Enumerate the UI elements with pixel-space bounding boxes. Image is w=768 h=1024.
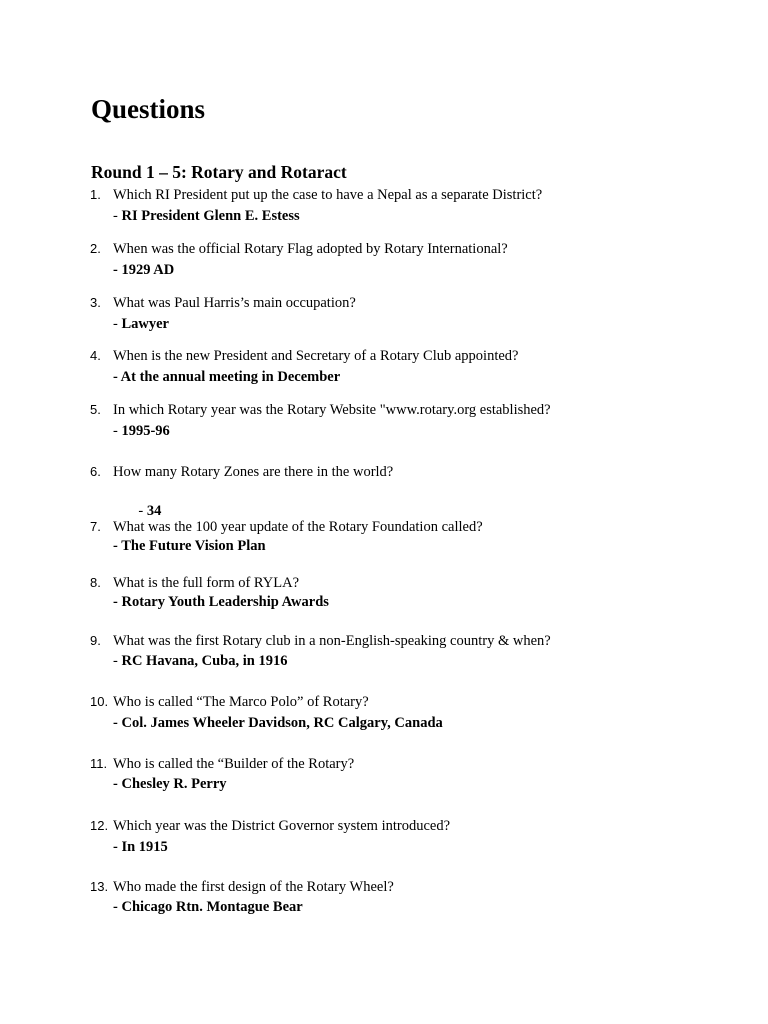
answer-text: Lawyer — [121, 316, 169, 332]
question-number: 6. — [90, 464, 101, 479]
question-text: What is the full form of RYLA? — [113, 575, 300, 591]
question-number: 3. — [90, 295, 101, 310]
answer-line — [113, 260, 174, 280]
question-text: What was the 100 year update of the Rotary Foundation called? — [113, 519, 483, 535]
answer-line — [113, 421, 170, 441]
answer-text: At the annual meeting in December — [120, 369, 341, 385]
question-number: 10. — [90, 694, 109, 709]
answer-text: 1929 AD — [121, 262, 175, 278]
question-text: Who is called “The Marco Polo” of Rotary? — [113, 694, 369, 710]
answer-dash: - — [113, 715, 122, 731]
question-number: 2. — [90, 241, 101, 256]
answer-text: RC Havana, Cuba, in 1916 — [121, 653, 288, 669]
answer-line — [113, 837, 168, 857]
answer-dash: - — [113, 594, 122, 610]
question-number: 5. — [90, 402, 101, 417]
answer-dash: - — [113, 899, 122, 915]
answer-text: Col. James Wheeler Davidson, RC Calgary, Canada — [121, 715, 443, 731]
question-text: When was the official Rotary Flag adopted by Rotary International? — [113, 241, 508, 257]
answer-line — [113, 651, 287, 671]
answer-dash: - — [113, 316, 122, 332]
answer-text: RI President Glenn E. Estess — [121, 208, 300, 224]
answer-line — [113, 713, 443, 733]
answer-dash: - — [113, 776, 122, 792]
answer-text: The Future Vision Plan — [121, 538, 266, 554]
question-number: 7. — [90, 519, 101, 534]
answer-text: Chicago Rtn. Montague Bear — [121, 899, 303, 915]
answer-line — [113, 774, 227, 794]
round-heading: Round 1 – 5: Rotary and Rotaract — [91, 162, 347, 182]
answer-text: 34 — [146, 503, 162, 519]
question-text: What was the first Rotary club in a non-English-speaking country & when? — [113, 633, 551, 649]
answer-dash: - — [113, 262, 122, 278]
question-number: 13. — [90, 879, 109, 894]
answer-dash: - — [113, 423, 122, 439]
page-title: Questions — [91, 94, 206, 124]
answer-dash: - — [113, 208, 122, 224]
answer-dash: - — [113, 369, 121, 385]
answer-line — [113, 536, 266, 556]
answer-text: 1995-96 — [121, 423, 170, 439]
question-number: 4. — [90, 348, 101, 363]
question-number: 9. — [90, 633, 101, 648]
question-number: 11. — [90, 756, 108, 771]
question-text: Who made the first design of the Rotary Wheel? — [113, 879, 394, 895]
answer-dash: - — [113, 538, 122, 554]
answer-text: In 1915 — [121, 839, 168, 855]
question-number: 1. — [90, 187, 101, 202]
answer-line — [113, 592, 329, 612]
question-text: How many Rotary Zones are there in the world? — [113, 464, 394, 480]
answer-dash: - — [134, 503, 147, 519]
answer-text: Rotary Youth Leadership Awards — [121, 594, 329, 610]
question-number: 8. — [90, 575, 101, 590]
question-text: What was Paul Harris’s main occupation? — [113, 295, 356, 311]
answer-line — [113, 367, 340, 387]
question-text: Which year was the District Governor system introduced? — [113, 818, 451, 834]
answer-line — [113, 206, 300, 226]
answer-dash: - — [113, 839, 122, 855]
question-text: Who is called the “Builder of the Rotary? — [113, 756, 355, 772]
question-text: In which Rotary year was the Rotary Website "www.rotary.org established? — [113, 402, 551, 418]
answer-line — [113, 897, 303, 917]
answer-line — [113, 314, 169, 334]
question-number: 12. — [90, 818, 109, 833]
answer-dash: - — [113, 653, 122, 669]
question-text: Which RI President put up the case to have a Nepal as a separate District? — [113, 187, 543, 203]
answer-text: Chesley R. Perry — [121, 776, 227, 792]
question-text: When is the new President and Secretary of a Rotary Club appointed? — [113, 348, 519, 364]
